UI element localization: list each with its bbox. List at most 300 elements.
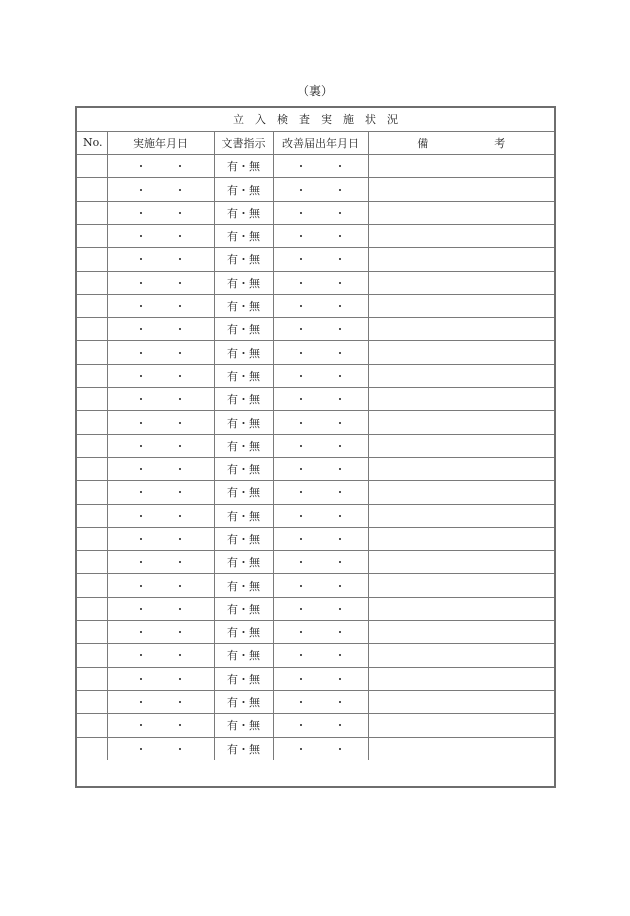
date-separators	[136, 275, 186, 291]
row-remarks-cell[interactable]	[368, 155, 554, 178]
date-dot: ・	[135, 393, 147, 407]
row-no-cell[interactable]	[77, 411, 107, 434]
row-no-cell[interactable]	[77, 737, 107, 760]
row-no-cell[interactable]	[77, 621, 107, 644]
date-separators	[136, 624, 186, 640]
table-row	[77, 621, 554, 644]
row-remarks-cell[interactable]	[368, 318, 554, 341]
report-date-separators	[296, 647, 346, 663]
date-dot: ・	[174, 556, 186, 570]
table-header-row	[77, 131, 554, 154]
date-dot: ・	[135, 276, 147, 290]
date-dot: ・	[135, 463, 147, 477]
row-no-cell[interactable]	[77, 457, 107, 480]
report-dot: ・	[295, 323, 307, 337]
date-separators	[136, 671, 186, 687]
row-report-date-cell[interactable]	[273, 318, 368, 341]
report-date-separators	[296, 624, 346, 640]
date-dot: ・	[174, 649, 186, 663]
row-document-instruction-cell[interactable]: 有・無	[214, 714, 273, 737]
row-remarks-cell[interactable]	[368, 574, 554, 597]
report-dot: ・	[295, 579, 307, 593]
table-row	[77, 644, 554, 667]
row-report-date-cell[interactable]	[273, 248, 368, 271]
table-row	[77, 434, 554, 457]
report-date-separators	[296, 741, 346, 757]
header-remarks-left: 備	[417, 136, 429, 150]
row-remarks-cell[interactable]	[368, 271, 554, 294]
date-dot: ・	[174, 463, 186, 477]
row-document-instruction-cell[interactable]: 有・無	[214, 667, 273, 690]
date-dot: ・	[174, 206, 186, 220]
row-inspection-date-cell[interactable]	[107, 178, 214, 201]
report-dot: ・	[295, 183, 307, 197]
row-inspection-date-cell[interactable]	[107, 294, 214, 317]
row-document-instruction-cell[interactable]: 有・無	[214, 690, 273, 713]
date-separators	[136, 647, 186, 663]
row-inspection-date-cell[interactable]	[107, 621, 214, 644]
report-dot: ・	[334, 439, 346, 453]
date-dot: ・	[174, 626, 186, 640]
row-inspection-date-cell[interactable]	[107, 388, 214, 411]
row-inspection-date-cell[interactable]	[107, 248, 214, 271]
date-dot: ・	[174, 719, 186, 733]
date-dot: ・	[135, 649, 147, 663]
row-no-cell[interactable]	[77, 551, 107, 574]
row-inspection-date-cell[interactable]	[107, 434, 214, 457]
report-date-separators	[296, 438, 346, 454]
report-dot: ・	[334, 532, 346, 546]
row-no-cell[interactable]	[77, 481, 107, 504]
report-dot: ・	[295, 509, 307, 523]
date-dot: ・	[135, 532, 147, 546]
row-document-instruction-cell[interactable]: 有・無	[214, 388, 273, 411]
date-separators	[136, 368, 186, 384]
row-no-cell[interactable]	[77, 364, 107, 387]
row-remarks-cell[interactable]	[368, 481, 554, 504]
report-date-separators	[296, 391, 346, 407]
table-row	[77, 457, 554, 480]
date-separators	[136, 601, 186, 617]
date-dot: ・	[135, 416, 147, 430]
row-remarks-cell[interactable]	[368, 294, 554, 317]
report-dot: ・	[334, 346, 346, 360]
table-row	[77, 527, 554, 550]
row-document-instruction-cell[interactable]: 有・無	[214, 504, 273, 527]
report-dot: ・	[334, 300, 346, 314]
row-report-date-cell[interactable]	[273, 597, 368, 620]
date-separators	[136, 321, 186, 337]
row-document-instruction-cell[interactable]: 有・無	[214, 364, 273, 387]
date-dot: ・	[135, 556, 147, 570]
table-row	[77, 597, 554, 620]
row-report-date-cell[interactable]	[273, 574, 368, 597]
date-dot: ・	[135, 439, 147, 453]
row-report-date-cell[interactable]	[273, 714, 368, 737]
row-no-cell[interactable]	[77, 294, 107, 317]
date-separators	[136, 158, 186, 174]
row-report-date-cell[interactable]	[273, 341, 368, 364]
report-dot: ・	[295, 206, 307, 220]
table-row	[77, 574, 554, 597]
row-remarks-cell[interactable]	[368, 388, 554, 411]
date-dot: ・	[135, 719, 147, 733]
row-document-instruction-cell[interactable]: 有・無	[214, 481, 273, 504]
row-report-date-cell[interactable]	[273, 690, 368, 713]
row-no-cell[interactable]	[77, 504, 107, 527]
row-remarks-cell[interactable]	[368, 714, 554, 737]
table-row	[77, 737, 554, 760]
table-row	[77, 224, 554, 247]
row-report-date-cell[interactable]	[273, 271, 368, 294]
date-dot: ・	[174, 532, 186, 546]
report-dot: ・	[334, 416, 346, 430]
date-dot: ・	[135, 626, 147, 640]
row-remarks-cell[interactable]	[368, 737, 554, 760]
row-inspection-date-cell[interactable]	[107, 271, 214, 294]
row-inspection-date-cell[interactable]	[107, 574, 214, 597]
row-no-cell[interactable]	[77, 341, 107, 364]
date-dot: ・	[135, 160, 147, 174]
report-dot: ・	[334, 393, 346, 407]
row-document-instruction-cell[interactable]: 有・無	[214, 597, 273, 620]
row-no-cell[interactable]	[77, 644, 107, 667]
report-dot: ・	[295, 719, 307, 733]
row-no-cell[interactable]	[77, 714, 107, 737]
row-report-date-cell[interactable]	[273, 294, 368, 317]
row-document-instruction-cell[interactable]: 有・無	[214, 551, 273, 574]
report-dot: ・	[334, 323, 346, 337]
row-inspection-date-cell[interactable]	[107, 341, 214, 364]
row-no-cell[interactable]	[77, 271, 107, 294]
row-remarks-cell[interactable]	[368, 597, 554, 620]
date-separators	[136, 554, 186, 570]
report-dot: ・	[334, 206, 346, 220]
row-remarks-cell[interactable]	[368, 434, 554, 457]
report-date-separators	[296, 554, 346, 570]
report-date-separators	[296, 368, 346, 384]
date-dot: ・	[174, 602, 186, 616]
row-inspection-date-cell[interactable]	[107, 737, 214, 760]
row-inspection-date-cell[interactable]	[107, 714, 214, 737]
row-inspection-date-cell[interactable]	[107, 551, 214, 574]
date-dot: ・	[135, 206, 147, 220]
date-dot: ・	[174, 369, 186, 383]
row-document-instruction-cell[interactable]: 有・無	[214, 574, 273, 597]
row-no-cell[interactable]	[77, 690, 107, 713]
report-dot: ・	[295, 463, 307, 477]
report-date-separators	[296, 531, 346, 547]
header-document-instruction: 文書指示	[214, 131, 273, 154]
date-dot: ・	[135, 579, 147, 593]
row-report-date-cell[interactable]	[273, 504, 368, 527]
row-inspection-date-cell[interactable]	[107, 644, 214, 667]
date-separators	[136, 251, 186, 267]
table-row	[77, 364, 554, 387]
row-report-date-cell[interactable]	[273, 737, 368, 760]
report-date-separators	[296, 275, 346, 291]
date-separators	[136, 205, 186, 221]
table-row	[77, 248, 554, 271]
table-row	[77, 690, 554, 713]
report-dot: ・	[334, 649, 346, 663]
row-no-cell[interactable]	[77, 155, 107, 178]
date-separators	[136, 578, 186, 594]
date-separators	[136, 461, 186, 477]
report-dot: ・	[334, 160, 346, 174]
row-document-instruction-cell[interactable]: 有・無	[214, 271, 273, 294]
report-dot: ・	[334, 509, 346, 523]
row-remarks-cell[interactable]	[368, 411, 554, 434]
report-dot: ・	[334, 672, 346, 686]
row-no-cell[interactable]	[77, 527, 107, 550]
date-dot: ・	[174, 393, 186, 407]
date-separators	[136, 415, 186, 431]
row-document-instruction-cell[interactable]: 有・無	[214, 294, 273, 317]
report-date-separators	[296, 601, 346, 617]
report-date-separators	[296, 578, 346, 594]
date-separators	[136, 717, 186, 733]
table-row	[77, 504, 554, 527]
row-document-instruction-cell[interactable]: 有・無	[214, 621, 273, 644]
report-dot: ・	[334, 719, 346, 733]
date-dot: ・	[174, 696, 186, 710]
date-dot: ・	[135, 300, 147, 314]
report-date-separators	[296, 345, 346, 361]
row-report-date-cell[interactable]	[273, 457, 368, 480]
report-date-separators	[296, 508, 346, 524]
report-date-separators	[296, 484, 346, 500]
report-dot: ・	[334, 253, 346, 267]
date-dot: ・	[174, 300, 186, 314]
row-report-date-cell[interactable]	[273, 644, 368, 667]
date-dot: ・	[135, 742, 147, 756]
report-dot: ・	[334, 742, 346, 756]
table-row	[77, 411, 554, 434]
row-document-instruction-cell[interactable]: 有・無	[214, 457, 273, 480]
report-date-separators	[296, 694, 346, 710]
report-dot: ・	[295, 486, 307, 500]
row-no-cell[interactable]	[77, 574, 107, 597]
row-remarks-cell[interactable]	[368, 690, 554, 713]
inspection-table	[77, 108, 554, 760]
row-remarks-cell[interactable]	[368, 504, 554, 527]
row-document-instruction-cell[interactable]: 有・無	[214, 155, 273, 178]
row-document-instruction-cell[interactable]: 有・無	[214, 411, 273, 434]
date-separators	[136, 694, 186, 710]
row-document-instruction-cell[interactable]: 有・無	[214, 178, 273, 201]
row-remarks-cell[interactable]	[368, 621, 554, 644]
row-document-instruction-cell[interactable]: 有・無	[214, 318, 273, 341]
report-dot: ・	[334, 463, 346, 477]
report-dot: ・	[334, 369, 346, 383]
date-dot: ・	[174, 509, 186, 523]
report-dot: ・	[334, 696, 346, 710]
date-dot: ・	[174, 323, 186, 337]
row-inspection-date-cell[interactable]	[107, 364, 214, 387]
row-remarks-cell[interactable]	[368, 667, 554, 690]
date-dot: ・	[174, 230, 186, 244]
row-inspection-date-cell[interactable]	[107, 224, 214, 247]
row-report-date-cell[interactable]	[273, 551, 368, 574]
report-dot: ・	[295, 602, 307, 616]
row-document-instruction-cell[interactable]: 有・無	[214, 341, 273, 364]
report-dot: ・	[295, 532, 307, 546]
report-date-separators	[296, 182, 346, 198]
row-no-cell[interactable]	[77, 434, 107, 457]
date-separators	[136, 345, 186, 361]
report-date-separators	[296, 228, 346, 244]
report-dot: ・	[334, 579, 346, 593]
date-separators	[136, 298, 186, 314]
date-dot: ・	[174, 579, 186, 593]
row-document-instruction-cell[interactable]: 有・無	[214, 737, 273, 760]
row-document-instruction-cell[interactable]: 有・無	[214, 248, 273, 271]
row-document-instruction-cell[interactable]: 有・無	[214, 224, 273, 247]
table-row	[77, 714, 554, 737]
report-dot: ・	[295, 416, 307, 430]
row-inspection-date-cell[interactable]	[107, 155, 214, 178]
row-report-date-cell[interactable]	[273, 411, 368, 434]
date-dot: ・	[174, 276, 186, 290]
date-separators	[136, 228, 186, 244]
date-dot: ・	[174, 253, 186, 267]
report-dot: ・	[334, 183, 346, 197]
row-report-date-cell[interactable]	[273, 481, 368, 504]
row-document-instruction-cell[interactable]: 有・無	[214, 644, 273, 667]
row-remarks-cell[interactable]	[368, 224, 554, 247]
row-no-cell[interactable]	[77, 318, 107, 341]
report-dot: ・	[334, 626, 346, 640]
row-document-instruction-cell[interactable]: 有・無	[214, 527, 273, 550]
page-side-label: （裏）	[296, 84, 333, 98]
row-inspection-date-cell[interactable]	[107, 411, 214, 434]
report-dot: ・	[334, 556, 346, 570]
row-remarks-cell[interactable]	[368, 527, 554, 550]
row-report-date-cell[interactable]	[273, 224, 368, 247]
report-dot: ・	[295, 696, 307, 710]
row-report-date-cell[interactable]	[273, 388, 368, 411]
header-remarks	[368, 131, 554, 154]
date-dot: ・	[135, 509, 147, 523]
date-dot: ・	[135, 369, 147, 383]
table-row	[77, 271, 554, 294]
row-inspection-date-cell[interactable]	[107, 318, 214, 341]
date-dot: ・	[174, 486, 186, 500]
report-dot: ・	[295, 672, 307, 686]
table-row	[77, 667, 554, 690]
report-dot: ・	[334, 486, 346, 500]
header-inspection-date: 実施年月日	[107, 131, 214, 154]
report-dot: ・	[295, 393, 307, 407]
report-dot: ・	[295, 346, 307, 360]
report-date-separators	[296, 158, 346, 174]
row-report-date-cell[interactable]	[273, 364, 368, 387]
date-dot: ・	[174, 672, 186, 686]
row-no-cell[interactable]	[77, 667, 107, 690]
date-separators	[136, 508, 186, 524]
row-no-cell[interactable]	[77, 224, 107, 247]
date-dot: ・	[135, 672, 147, 686]
row-report-date-cell[interactable]	[273, 434, 368, 457]
table-row	[77, 294, 554, 317]
row-report-date-cell[interactable]	[273, 621, 368, 644]
row-remarks-cell[interactable]	[368, 248, 554, 271]
row-report-date-cell[interactable]	[273, 667, 368, 690]
table-row	[77, 481, 554, 504]
row-remarks-cell[interactable]	[368, 341, 554, 364]
row-document-instruction-cell[interactable]: 有・無	[214, 434, 273, 457]
row-inspection-date-cell[interactable]	[107, 201, 214, 224]
row-inspection-date-cell[interactable]	[107, 481, 214, 504]
date-dot: ・	[135, 230, 147, 244]
row-remarks-cell[interactable]	[368, 364, 554, 387]
row-report-date-cell[interactable]	[273, 527, 368, 550]
report-dot: ・	[295, 742, 307, 756]
row-inspection-date-cell[interactable]	[107, 690, 214, 713]
date-separators	[136, 438, 186, 454]
row-report-date-cell[interactable]	[273, 201, 368, 224]
row-remarks-cell[interactable]	[368, 551, 554, 574]
date-dot: ・	[174, 439, 186, 453]
row-report-date-cell[interactable]	[273, 178, 368, 201]
row-remarks-cell[interactable]	[368, 178, 554, 201]
report-dot: ・	[295, 439, 307, 453]
report-date-separators	[296, 671, 346, 687]
header-remarks-right: 考	[494, 136, 506, 150]
row-document-instruction-cell[interactable]: 有・無	[214, 201, 273, 224]
report-dot: ・	[295, 253, 307, 267]
row-no-cell[interactable]	[77, 597, 107, 620]
row-remarks-cell[interactable]	[368, 644, 554, 667]
date-dot: ・	[174, 183, 186, 197]
date-dot: ・	[174, 416, 186, 430]
report-date-separators	[296, 415, 346, 431]
row-inspection-date-cell[interactable]	[107, 597, 214, 620]
row-inspection-date-cell[interactable]	[107, 527, 214, 550]
report-dot: ・	[334, 276, 346, 290]
row-no-cell[interactable]	[77, 201, 107, 224]
date-dot: ・	[135, 486, 147, 500]
report-date-separators	[296, 251, 346, 267]
table-title-row	[77, 108, 554, 131]
row-no-cell[interactable]	[77, 388, 107, 411]
row-inspection-date-cell[interactable]	[107, 457, 214, 480]
row-remarks-cell[interactable]	[368, 457, 554, 480]
table-row	[77, 388, 554, 411]
date-dot: ・	[135, 183, 147, 197]
report-dot: ・	[295, 626, 307, 640]
inspection-record-sheet	[75, 106, 556, 788]
row-remarks-cell[interactable]	[368, 201, 554, 224]
table-row	[77, 551, 554, 574]
report-date-separators	[296, 717, 346, 733]
report-dot: ・	[295, 300, 307, 314]
row-no-cell[interactable]	[77, 248, 107, 271]
date-separators	[136, 484, 186, 500]
table-row	[77, 318, 554, 341]
table-row	[77, 155, 554, 178]
row-inspection-date-cell[interactable]	[107, 504, 214, 527]
date-separators	[136, 391, 186, 407]
row-report-date-cell[interactable]	[273, 155, 368, 178]
date-dot: ・	[174, 160, 186, 174]
date-dot: ・	[135, 602, 147, 616]
row-inspection-date-cell[interactable]	[107, 667, 214, 690]
row-no-cell[interactable]	[77, 178, 107, 201]
report-dot: ・	[295, 276, 307, 290]
date-separators	[136, 741, 186, 757]
